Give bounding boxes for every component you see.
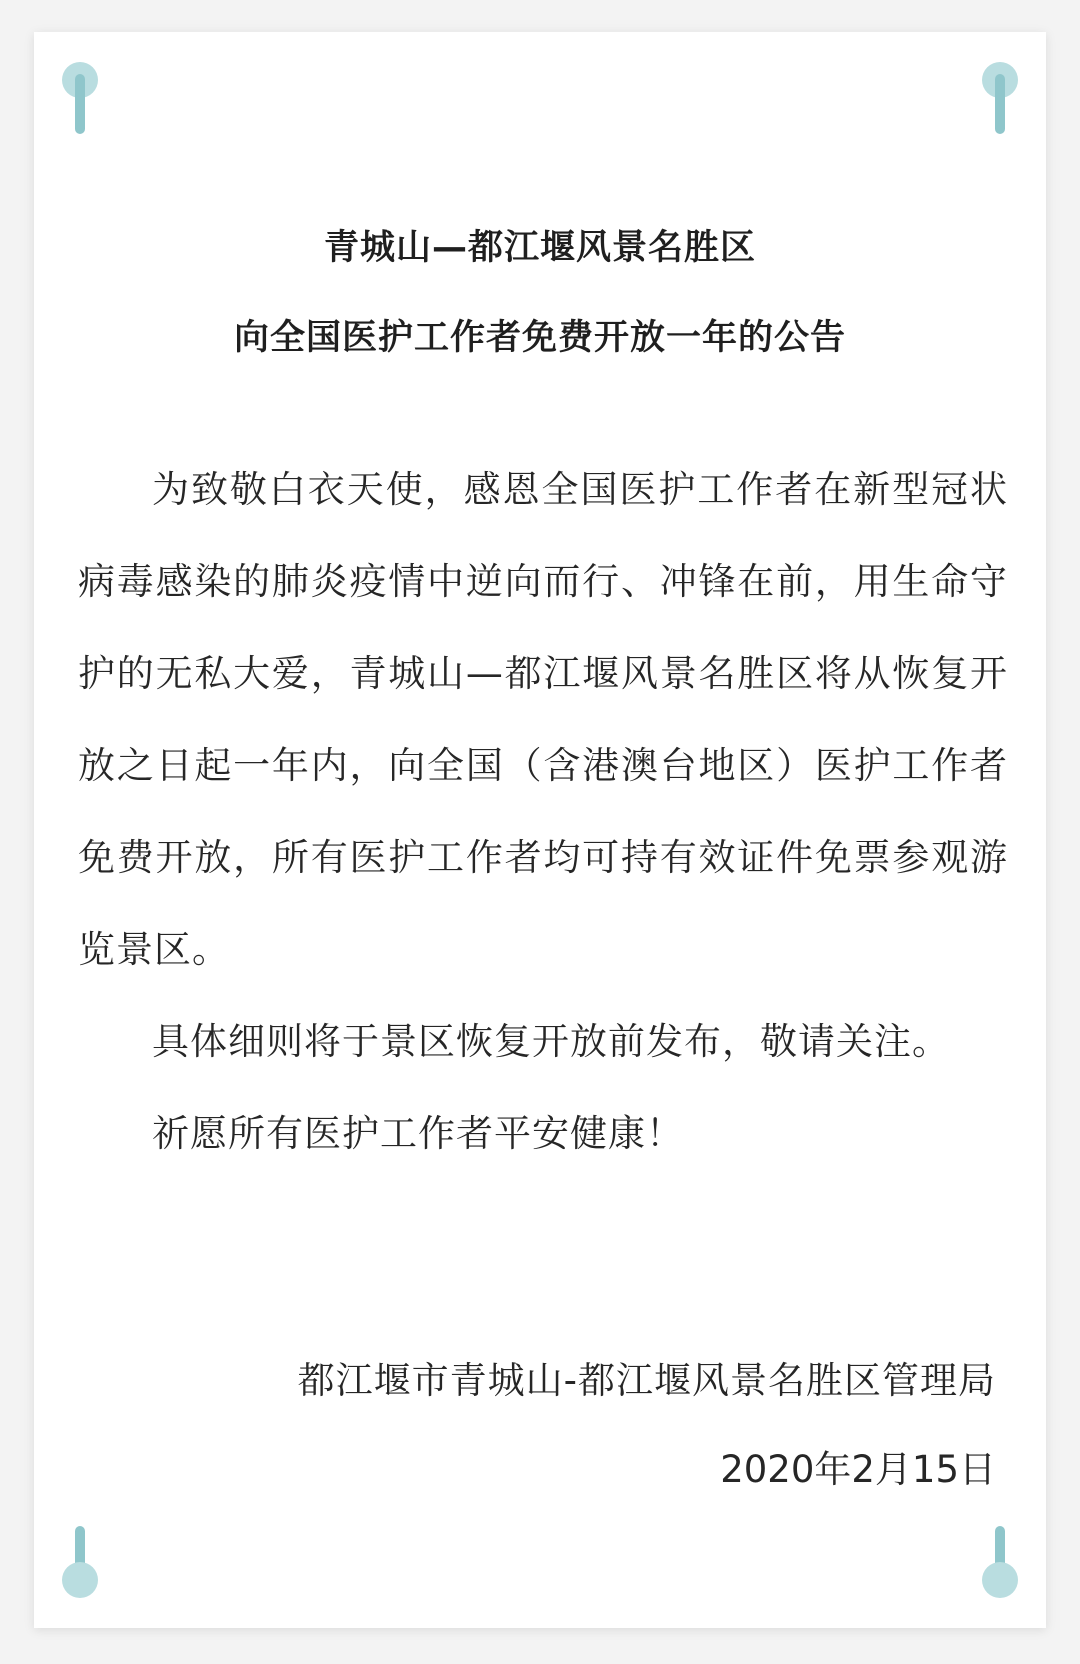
notice-title-line1: 青城山—都江堰风景名胜区 — [323, 228, 756, 268]
notice-title-line2: 向全国医护工作者免费开放一年的公告 — [233, 318, 846, 358]
issue-date: 2020年2月15日 — [720, 1448, 996, 1491]
issuer-signature: 都江堰市青城山-都江堰风景名胜区管理局 — [297, 1359, 996, 1402]
notice-card — [34, 32, 1046, 1628]
paragraph-1: 为致敬白衣天使，感恩全国医护工作者在新型冠状病毒感染的肺炎疫情中逆向而行、冲锋在前，用生命守护的无私大爱，青城山—都江堰风景名胜区将从恢复开放之日起一年内，向全国（含港澳台地区）医护工作者免费开放，所有医护工作者均可持有效证件免票参观游览景区。 — [78, 468, 1008, 971]
paragraph-2: 具体细则将于景区恢复开放前发布，敬请关注。 — [152, 1020, 950, 1063]
pin-icon-top-left — [62, 62, 98, 142]
notice-body — [78, 444, 1008, 1180]
pin-icon-top-right — [982, 62, 1018, 142]
pin-icon-bottom-right — [982, 1518, 1018, 1598]
paragraph-3: 祈愿所有医护工作者平安健康！ — [152, 1112, 684, 1155]
pin-icon-bottom-left — [62, 1518, 98, 1598]
